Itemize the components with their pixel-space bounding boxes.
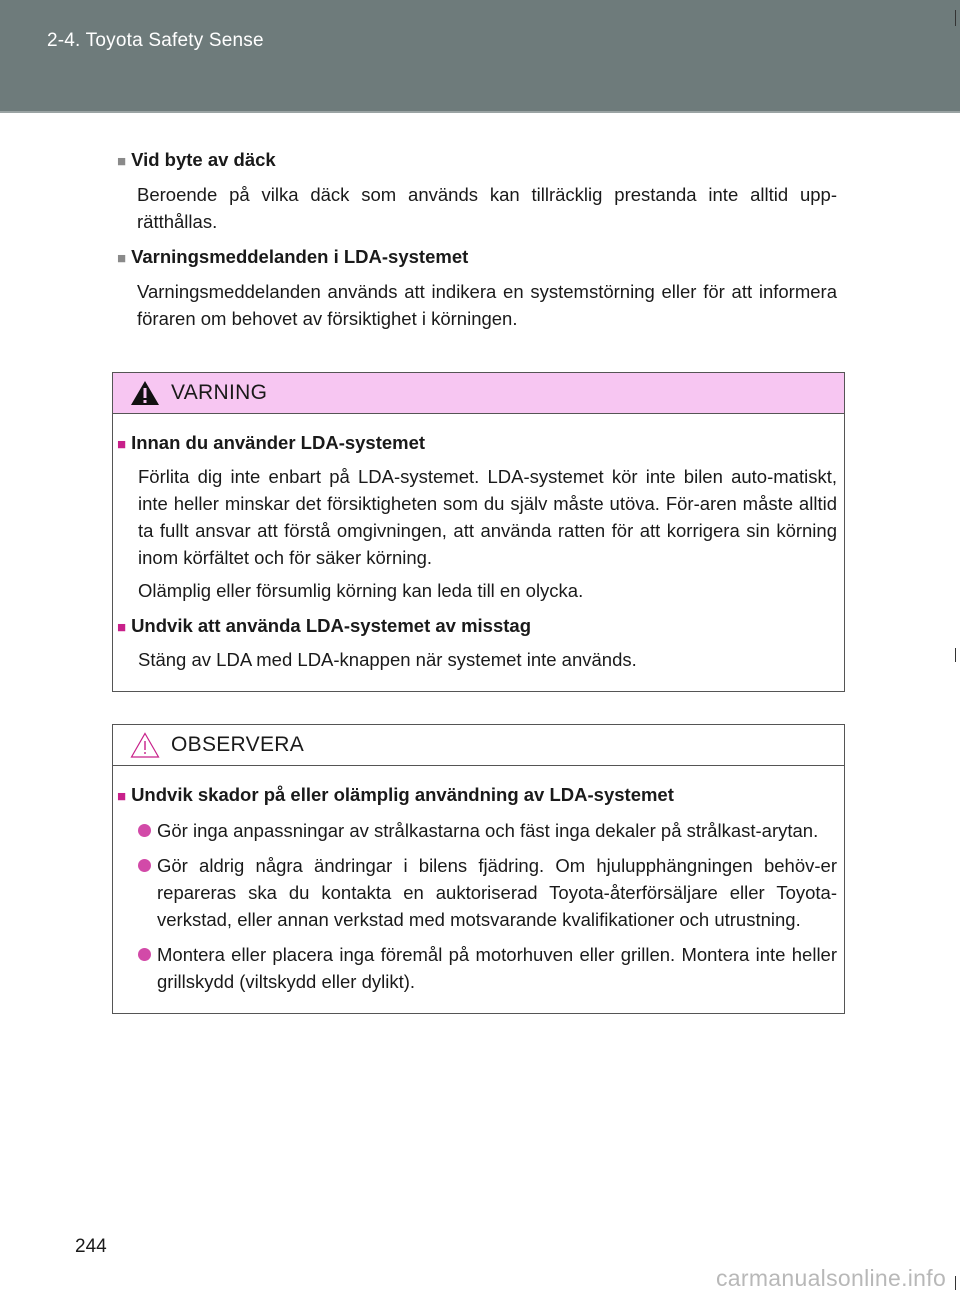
section-heading: ■ Vid byte av däck — [117, 149, 276, 170]
notice-bullet-item: Gör aldrig några ändringar i bilens fjädring. Om hjulupphängningen behöv-er repareras ska du kontakta en auktoriserad Toyota-återförsäljare eller Toyota-verkstad, eller annan verkstad med motsvarande kvalifikationer och utrustning. — [138, 852, 837, 933]
warning-heading: ■ Undvik att använda LDA-systemet av misstag — [117, 615, 531, 636]
circle-bullet-icon — [138, 948, 151, 961]
warning-box-body — [113, 414, 844, 691]
square-bullet-icon: ■ — [117, 788, 127, 805]
warning-heading: ■ Innan du använder LDA-systemet — [117, 432, 426, 453]
notice-bullet-item: Gör inga anpassningar av strålkastarna och fäst inga dekaler på strålkast-arytan. — [138, 817, 837, 844]
chapter-title: 2-4. Toyota Safety Sense — [47, 30, 264, 51]
notice-heading: ■ Undvik skador på eller olämplig användning av LDA-systemet — [117, 784, 674, 805]
warning-paragraph: Förlita dig inte enbart på LDA-systemet. LDA-systemet kör inte bilen auto-matiskt, inte heller minskar det försiktigheten som du själv måste utöva. För-aren måste alltid ta fullt ansvar att förstå omgivningen, att använda ratten för att korrigera sin körning inom körfältet och för säker körning. — [138, 466, 837, 568]
section-text: Beroende på vilka däck som används kan tillräcklig prestanda inte alltid upp-rätthållas. — [137, 184, 837, 232]
square-bullet-icon: ■ — [117, 250, 127, 267]
warning-paragraph: Olämplig eller försumlig körning kan leda till en olycka. — [138, 580, 584, 601]
crop-mark — [955, 648, 956, 662]
caution-triangle-icon — [130, 732, 160, 758]
square-bullet-icon: ■ — [117, 153, 127, 170]
square-bullet-icon: ■ — [117, 436, 127, 453]
square-bullet-icon: ■ — [117, 619, 127, 636]
watermark: carmanualsonline.info — [716, 1265, 947, 1291]
page-number: 244 — [75, 1236, 107, 1257]
warning-triangle-icon — [130, 380, 160, 406]
warning-label: VARNING — [171, 381, 268, 404]
circle-bullet-icon — [138, 824, 151, 837]
notice-label: OBSERVERA — [171, 733, 305, 756]
section-heading: ■ Varningsmeddelanden i LDA-systemet — [117, 246, 469, 267]
warning-box — [112, 372, 845, 692]
warning-paragraph: Stäng av LDA med LDA-knappen när systemet inte används. — [138, 649, 637, 670]
notice-bullet-item: Montera eller placera inga föremål på motorhuven eller grillen. Montera inte heller grillskydd (viltskydd eller dylikt). — [138, 941, 837, 995]
warning-box-header — [113, 373, 844, 414]
page-header — [0, 0, 960, 113]
notice-box-body — [113, 766, 844, 1013]
notice-box-header — [113, 725, 844, 766]
crop-mark — [955, 1276, 956, 1290]
crop-mark — [955, 10, 956, 26]
notice-box — [112, 724, 845, 1014]
section-warning-messages — [117, 245, 837, 332]
section-tire-change — [117, 148, 837, 235]
circle-bullet-icon — [138, 859, 151, 872]
section-text: Varningsmeddelanden används att indikera en systemstörning eller för att informera föraren om behovet av försiktighet i körningen. — [137, 281, 837, 329]
